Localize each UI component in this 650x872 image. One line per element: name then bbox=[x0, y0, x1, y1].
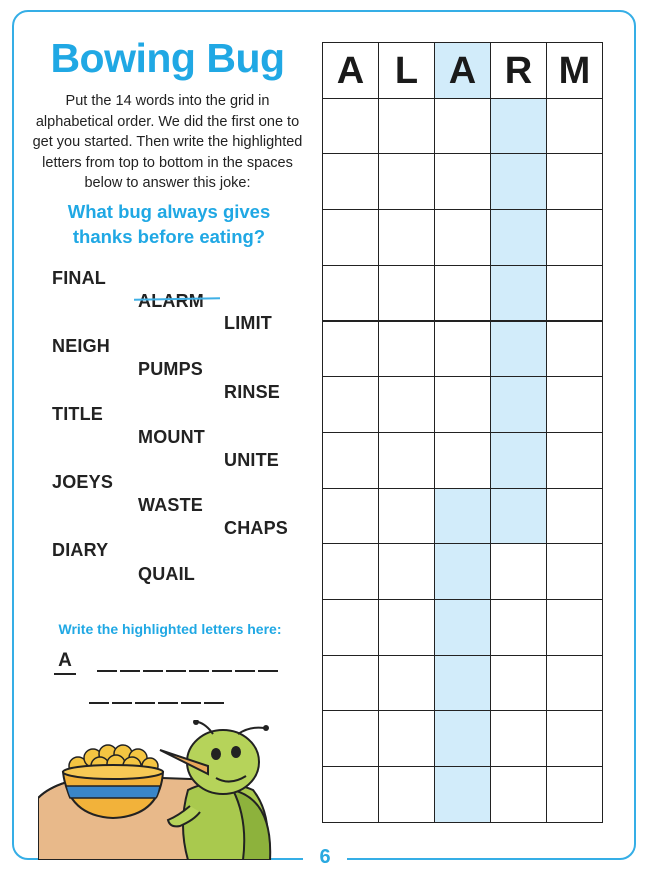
answer-blank[interactable] bbox=[97, 670, 117, 672]
grid-cell[interactable] bbox=[322, 153, 379, 210]
answer-blank[interactable] bbox=[235, 670, 255, 672]
grid-cell[interactable] bbox=[322, 766, 379, 823]
grid-cell[interactable] bbox=[490, 265, 547, 322]
answer-given-letter: A bbox=[54, 650, 76, 675]
grid-cell[interactable] bbox=[546, 42, 603, 99]
answer-blank[interactable] bbox=[89, 702, 109, 704]
grid-cell[interactable] bbox=[322, 488, 379, 545]
grid-cell[interactable] bbox=[322, 209, 379, 266]
grid-cell[interactable] bbox=[490, 599, 547, 656]
answer-blank[interactable] bbox=[181, 702, 201, 704]
answer-blank[interactable] bbox=[135, 702, 155, 704]
grid-cell[interactable] bbox=[322, 599, 379, 656]
grid-cell[interactable] bbox=[378, 710, 435, 767]
word-rinse: RINSE bbox=[224, 382, 281, 402]
answer-blank[interactable] bbox=[120, 670, 140, 672]
grid-cell[interactable] bbox=[378, 543, 435, 600]
grid-cell[interactable] bbox=[546, 488, 603, 545]
grid-cell[interactable] bbox=[322, 432, 379, 489]
grid-cell[interactable] bbox=[322, 376, 379, 433]
grid-letter: A bbox=[336, 50, 365, 92]
word-mount: MOUNT bbox=[138, 427, 205, 447]
grid-cell[interactable] bbox=[322, 321, 379, 378]
grid-cell[interactable] bbox=[434, 209, 491, 266]
grid-cell[interactable] bbox=[490, 209, 547, 266]
word-waste: WASTE bbox=[138, 495, 204, 515]
grid-cell[interactable] bbox=[546, 543, 603, 600]
grid-cell[interactable] bbox=[322, 265, 379, 322]
grid-cell[interactable] bbox=[434, 265, 491, 322]
grid-cell[interactable] bbox=[378, 488, 435, 545]
grid-cell[interactable] bbox=[490, 42, 547, 99]
answer-blank[interactable] bbox=[258, 670, 278, 672]
grid-cell[interactable] bbox=[378, 599, 435, 656]
grid-cell[interactable] bbox=[546, 766, 603, 823]
grid-cell[interactable] bbox=[322, 42, 379, 99]
grid-cell[interactable] bbox=[378, 376, 435, 433]
grid-cell[interactable] bbox=[434, 766, 491, 823]
answer-blank[interactable] bbox=[158, 702, 178, 704]
grid-cell[interactable] bbox=[378, 766, 435, 823]
grid-cell[interactable] bbox=[434, 710, 491, 767]
grid-cell[interactable] bbox=[434, 98, 491, 155]
word-pumps: PUMPS bbox=[138, 359, 204, 379]
word-quail: QUAIL bbox=[138, 564, 195, 584]
grid-cell[interactable] bbox=[322, 543, 379, 600]
grid-cell[interactable] bbox=[490, 153, 547, 210]
grid-cell[interactable] bbox=[378, 209, 435, 266]
answer-blank[interactable] bbox=[166, 670, 186, 672]
answer-blank[interactable] bbox=[112, 702, 132, 704]
word-alarm: ALARM bbox=[138, 291, 204, 311]
grid-cell[interactable] bbox=[434, 599, 491, 656]
answer-blank[interactable] bbox=[212, 670, 232, 672]
grid-cell[interactable] bbox=[490, 543, 547, 600]
answer-blank[interactable] bbox=[189, 670, 209, 672]
grid-letter: M bbox=[558, 50, 591, 92]
joke-question: What bug always gives thanks before eating? bbox=[67, 201, 271, 247]
grid-cell[interactable] bbox=[546, 432, 603, 489]
grid-cell[interactable] bbox=[490, 488, 547, 545]
answer-label: Write the highlighted letters here: bbox=[58, 621, 282, 637]
grid-cell[interactable] bbox=[434, 42, 491, 99]
grid-cell[interactable] bbox=[322, 98, 379, 155]
word-final: FINAL bbox=[52, 268, 106, 288]
grid-cell[interactable] bbox=[546, 265, 603, 322]
grid-cell[interactable] bbox=[546, 376, 603, 433]
bug-with-bowl-illustration bbox=[38, 720, 278, 860]
word-title: TITLE bbox=[52, 404, 103, 424]
grid-cell[interactable] bbox=[490, 98, 547, 155]
grid-letter: R bbox=[504, 50, 533, 92]
grid-cell[interactable] bbox=[378, 98, 435, 155]
grid-letter: A bbox=[448, 50, 477, 92]
grid-cell[interactable] bbox=[490, 376, 547, 433]
word-unite: UNITE bbox=[224, 450, 279, 470]
answer-blank[interactable] bbox=[204, 702, 224, 704]
grid-cell[interactable] bbox=[322, 710, 379, 767]
grid-cell[interactable] bbox=[378, 42, 435, 99]
grid-cell[interactable] bbox=[490, 321, 547, 378]
answer-blank[interactable] bbox=[143, 670, 163, 672]
grid-cell[interactable] bbox=[490, 655, 547, 712]
grid-cell[interactable] bbox=[322, 655, 379, 712]
grid-cell[interactable] bbox=[546, 153, 603, 210]
grid-cell[interactable] bbox=[490, 710, 547, 767]
grid-cell[interactable] bbox=[546, 599, 603, 656]
page-number: 6 bbox=[319, 846, 331, 868]
grid-cell[interactable] bbox=[546, 209, 603, 266]
grid-cell[interactable] bbox=[378, 153, 435, 210]
word-diary: DIARY bbox=[52, 540, 109, 560]
grid-cell[interactable] bbox=[546, 321, 603, 378]
grid-cell[interactable] bbox=[434, 655, 491, 712]
instructions-text: Put the 14 words into the grid in alphabetical order. We did the first one to get you started. Then write the highlighted letters from top to bottom in the spaces below to answer this joke: bbox=[32, 93, 303, 191]
word-chaps: CHAPS bbox=[224, 518, 289, 538]
word-limit: LIMIT bbox=[224, 313, 272, 333]
grid-cell[interactable] bbox=[434, 376, 491, 433]
grid-cell[interactable] bbox=[546, 98, 603, 155]
grid-cell[interactable] bbox=[546, 710, 603, 767]
grid-cell[interactable] bbox=[378, 321, 435, 378]
word-grid[interactable] bbox=[322, 42, 602, 822]
grid-cell[interactable] bbox=[434, 432, 491, 489]
grid-cell[interactable] bbox=[490, 432, 547, 489]
grid-cell[interactable] bbox=[546, 655, 603, 712]
grid-cell[interactable] bbox=[378, 265, 435, 322]
grid-cell[interactable] bbox=[378, 432, 435, 489]
page-title: Bowing Bug bbox=[50, 35, 285, 81]
grid-cell[interactable] bbox=[434, 321, 491, 378]
grid-cell[interactable] bbox=[434, 543, 491, 600]
grid-cell[interactable] bbox=[378, 655, 435, 712]
grid-cell[interactable] bbox=[434, 153, 491, 210]
grid-cell[interactable] bbox=[490, 766, 547, 823]
grid-cell[interactable] bbox=[434, 488, 491, 545]
word-neigh: NEIGH bbox=[52, 336, 111, 356]
word-joeys: JOEYS bbox=[52, 472, 114, 492]
grid-letter: L bbox=[394, 50, 419, 92]
